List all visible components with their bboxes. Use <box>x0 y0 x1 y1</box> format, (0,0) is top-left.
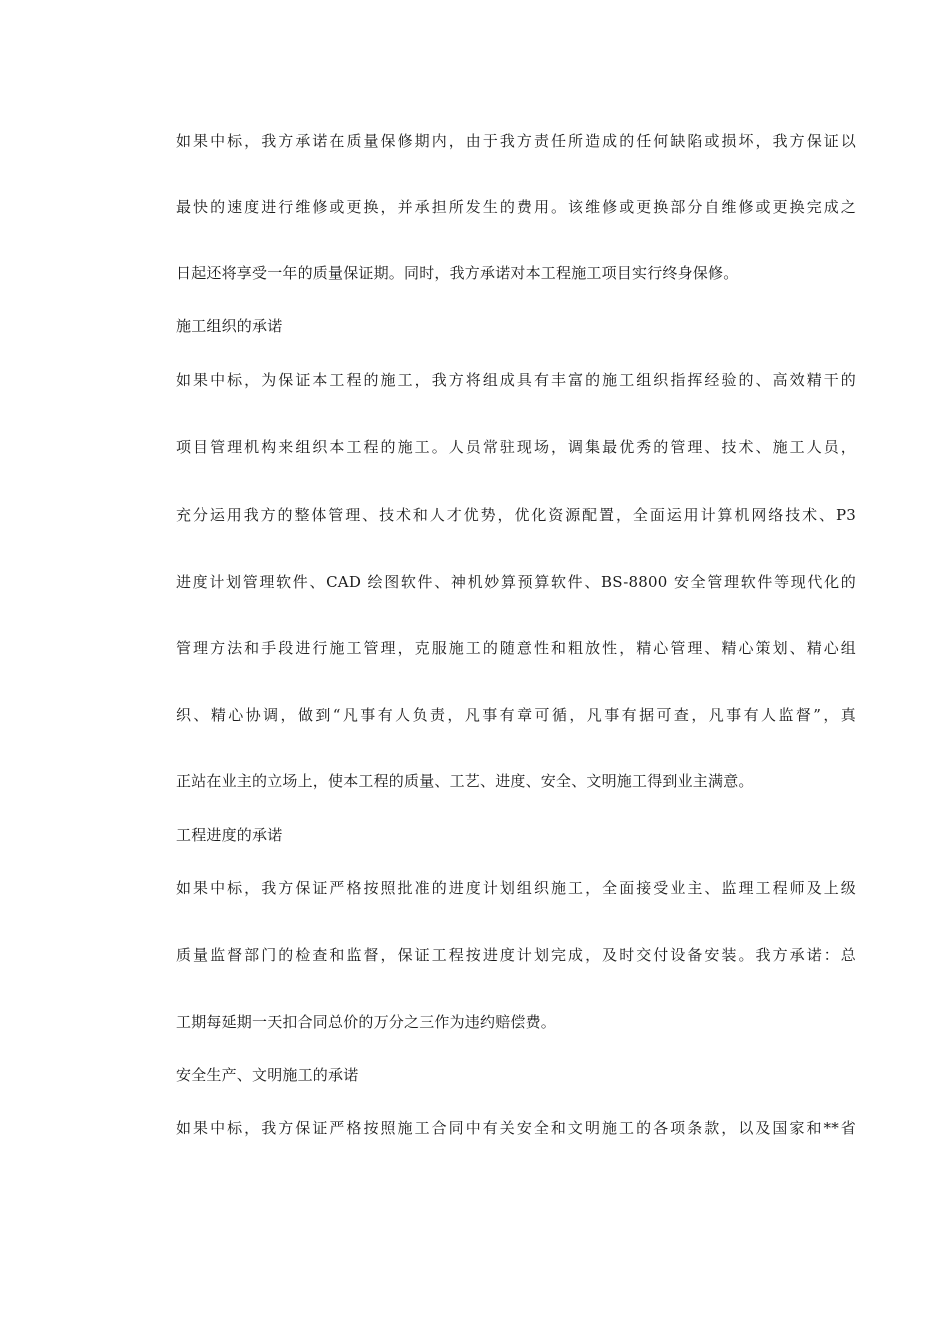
section-heading: 施工组织的承诺 <box>176 317 283 335</box>
paragraph-line: 工期每延期一天扣合同总价的万分之三作为违约赔偿费。 <box>176 1013 557 1031</box>
section-heading: 安全生产、文明施工的承诺 <box>176 1066 359 1084</box>
paragraph-line: 最快的速度进行维修或更换，并承担所发生的费用。该维修或更换部分自维修或更换完成之 <box>176 198 856 216</box>
paragraph-line: 如果中标，我方保证严格按照批准的进度计划组织施工，全面接受业主、监理工程师及上级 <box>176 879 856 897</box>
paragraph-line: 正站在业主的立场上，使本工程的质量、工艺、进度、安全、文明施工得到业主满意。 <box>176 772 754 790</box>
paragraph-line: 织、精心协调，做到“凡事有人负责，凡事有章可循，凡事有据可查，凡事有人监督”，真 <box>176 706 856 724</box>
paragraph-line: 进度计划管理软件、CAD 绘图软件、神机妙算预算软件、BS-8800 安全管理软件等现代化的 <box>176 573 856 591</box>
paragraph-line: 如果中标，我方承诺在质量保修期内，由于我方责任所造成的任何缺陷或损坏，我方保证以 <box>176 132 856 150</box>
paragraph-line: 充分运用我方的整体管理、技术和人才优势，优化资源配置，全面运用计算机网络技术、P3 <box>176 506 856 524</box>
paragraph-line: 质量监督部门的检查和监督，保证工程按进度计划完成，及时交付设备安装。我方承诺：总 <box>176 946 856 964</box>
paragraph-line: 管理方法和手段进行施工管理，克服施工的随意性和粗放性，精心管理、精心策划、精心组 <box>176 639 856 657</box>
paragraph-line: 日起还将享受一年的质量保证期。同时，我方承诺对本工程施工项目实行终身保修。 <box>176 264 739 282</box>
paragraph-line: 如果中标，为保证本工程的施工，我方将组成具有丰富的施工组织指挥经验的、高效精干的 <box>176 371 856 389</box>
paragraph-line: 如果中标，我方保证严格按照施工合同中有关安全和文明施工的各项条款，以及国家和**省 <box>176 1119 856 1137</box>
section-heading: 工程进度的承诺 <box>176 826 283 844</box>
paragraph-line: 项目管理机构来组织本工程的施工。人员常驻现场，调集最优秀的管理、技术、施工人员， <box>176 438 856 456</box>
